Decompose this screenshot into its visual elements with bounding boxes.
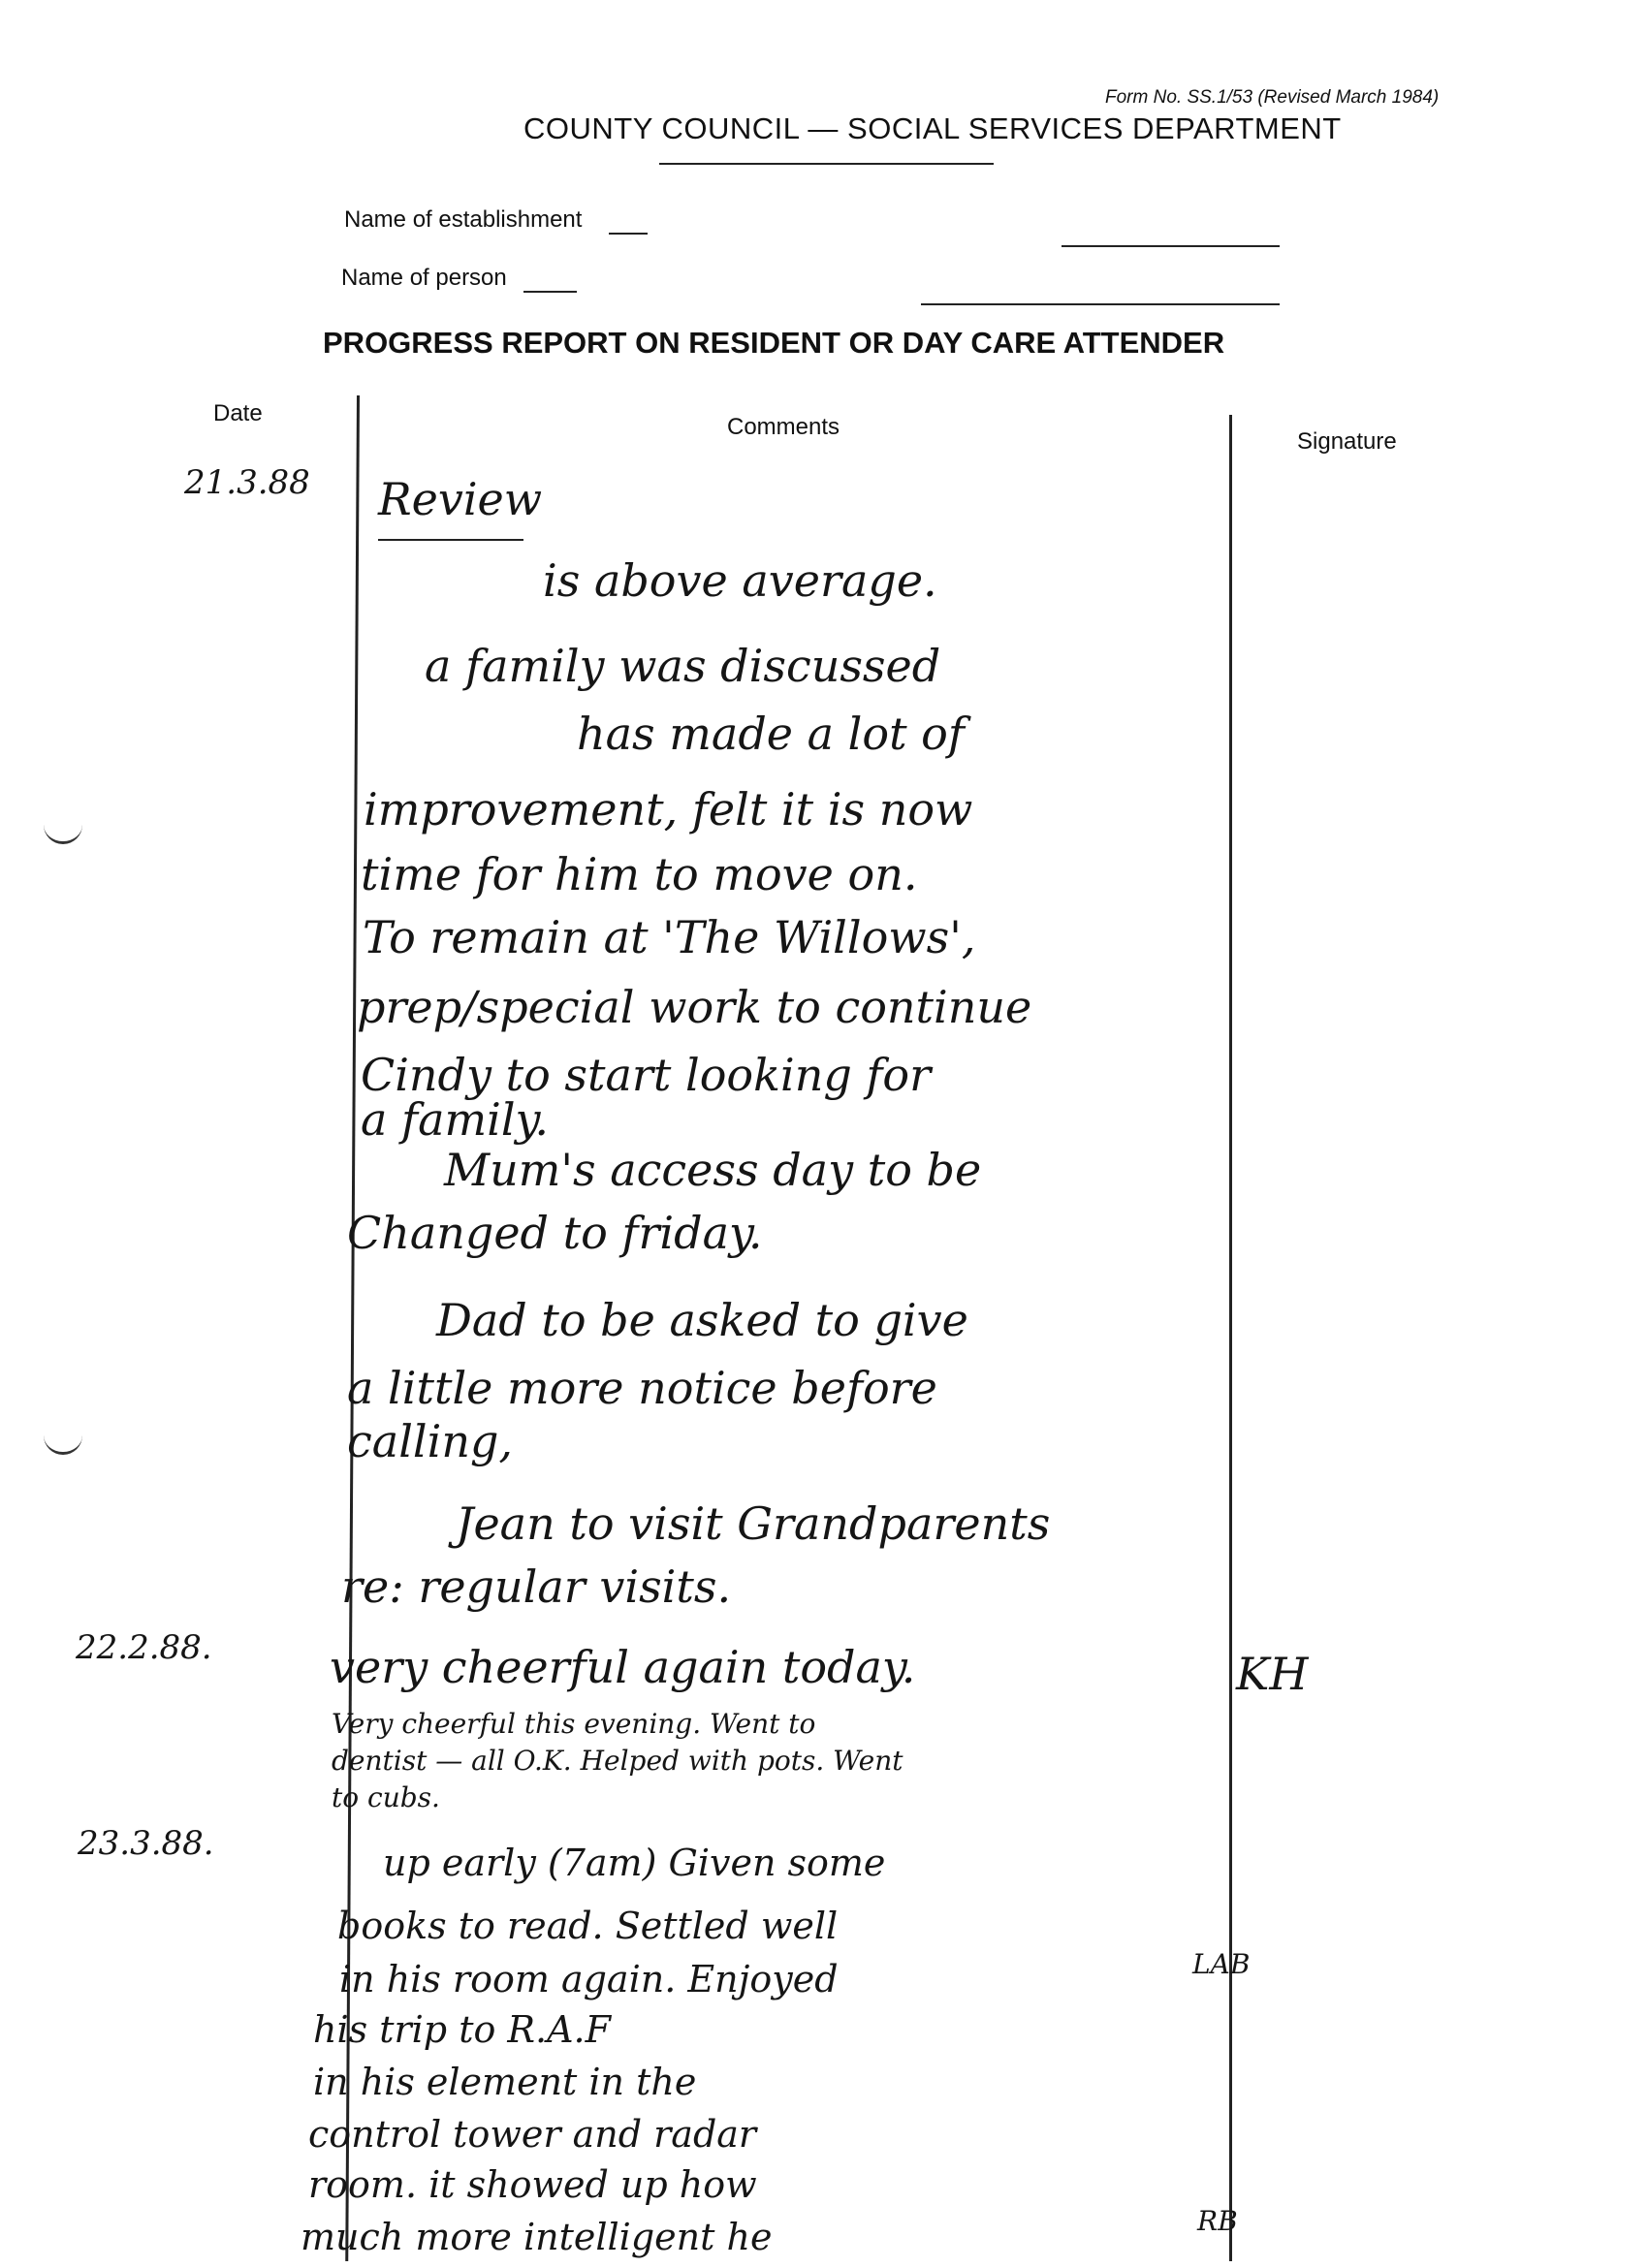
- form-number: Form No. SS.1/53 (Revised March 1984): [1105, 87, 1440, 108]
- entry-line: up early (7am) Given some: [383, 1842, 886, 1884]
- person-line-short: [523, 291, 577, 293]
- entry-line: re: regular visits.: [341, 1560, 732, 1613]
- entry-line: Changed to friday.: [347, 1207, 763, 1259]
- entry-signature: LAB: [1192, 1948, 1251, 1980]
- establishment-line-short: [609, 233, 648, 235]
- entry-line: a little more notice before: [347, 1362, 937, 1414]
- entry-line: improvement, felt it is now: [364, 783, 973, 835]
- punch-hole-mark: [44, 1425, 82, 1455]
- establishment-label: Name of establishment: [344, 206, 583, 233]
- report-title: PROGRESS REPORT ON RESIDENT OR DAY CARE ATTENDER: [323, 326, 1225, 360]
- entry-line: Very cheerful this evening. Went to: [332, 1708, 816, 1740]
- entry-line: Dad to be asked to give: [436, 1294, 968, 1346]
- punch-hole-mark: [44, 814, 82, 844]
- date-column-header: Date: [213, 400, 263, 426]
- comments-column-header: Comments: [727, 414, 840, 440]
- entry-line: Review: [378, 473, 543, 525]
- signature-column-rule: [1229, 415, 1232, 2261]
- entry-line: in his room again. Enjoyed: [339, 1958, 839, 2000]
- entry-signature: KH: [1236, 1648, 1309, 1700]
- establishment-line: [1062, 245, 1280, 247]
- entry-line: very cheerful again today.: [330, 1641, 916, 1693]
- entry-line: To remain at 'The Willows',: [363, 911, 976, 963]
- entry-line: a family.: [361, 1093, 550, 1146]
- entry-line: has made a lot of: [577, 708, 965, 760]
- entry-line: his trip to R.A.F: [313, 2008, 612, 2051]
- review-underline: [378, 539, 523, 541]
- heading-underline: [659, 163, 994, 165]
- entry-line: time for him to move on.: [361, 848, 918, 900]
- entry-line: to cubs.: [332, 1781, 440, 1813]
- entry-date: 22.2.88.: [76, 1628, 212, 1667]
- entry-signature: RB: [1197, 2205, 1238, 2237]
- entry-line: much more intelligent he: [301, 2216, 773, 2258]
- entry-line: calling,: [347, 1415, 514, 1467]
- entry-line: a family was discussed: [425, 640, 941, 692]
- person-line: [921, 303, 1280, 305]
- entry-line: control tower and radar: [308, 2113, 757, 2156]
- entry-line: Jean to visit Grandparents: [456, 1497, 1051, 1550]
- entry-line: prep/special work to continue: [357, 981, 1032, 1033]
- entry-line: Cindy to start looking for: [361, 1049, 932, 1101]
- entry-line: in his element in the: [313, 2061, 697, 2103]
- signature-column-header: Signature: [1297, 428, 1397, 455]
- entry-line: is above average.: [543, 554, 937, 607]
- entry-line: Mum's access day to be: [444, 1144, 982, 1196]
- entry-date: 23.3.88.: [78, 1824, 214, 1863]
- entry-line: room. it showed up how: [308, 2163, 757, 2206]
- person-label: Name of person: [341, 265, 507, 291]
- department-heading: COUNTY COUNCIL — SOCIAL SERVICES DEPARTMENT: [523, 111, 1342, 145]
- entry-line: books to read. Settled well: [337, 1905, 839, 1947]
- entry-line: dentist — all O.K. Helped with pots. Went: [332, 1745, 903, 1777]
- entry-date: 21.3.88: [184, 463, 310, 502]
